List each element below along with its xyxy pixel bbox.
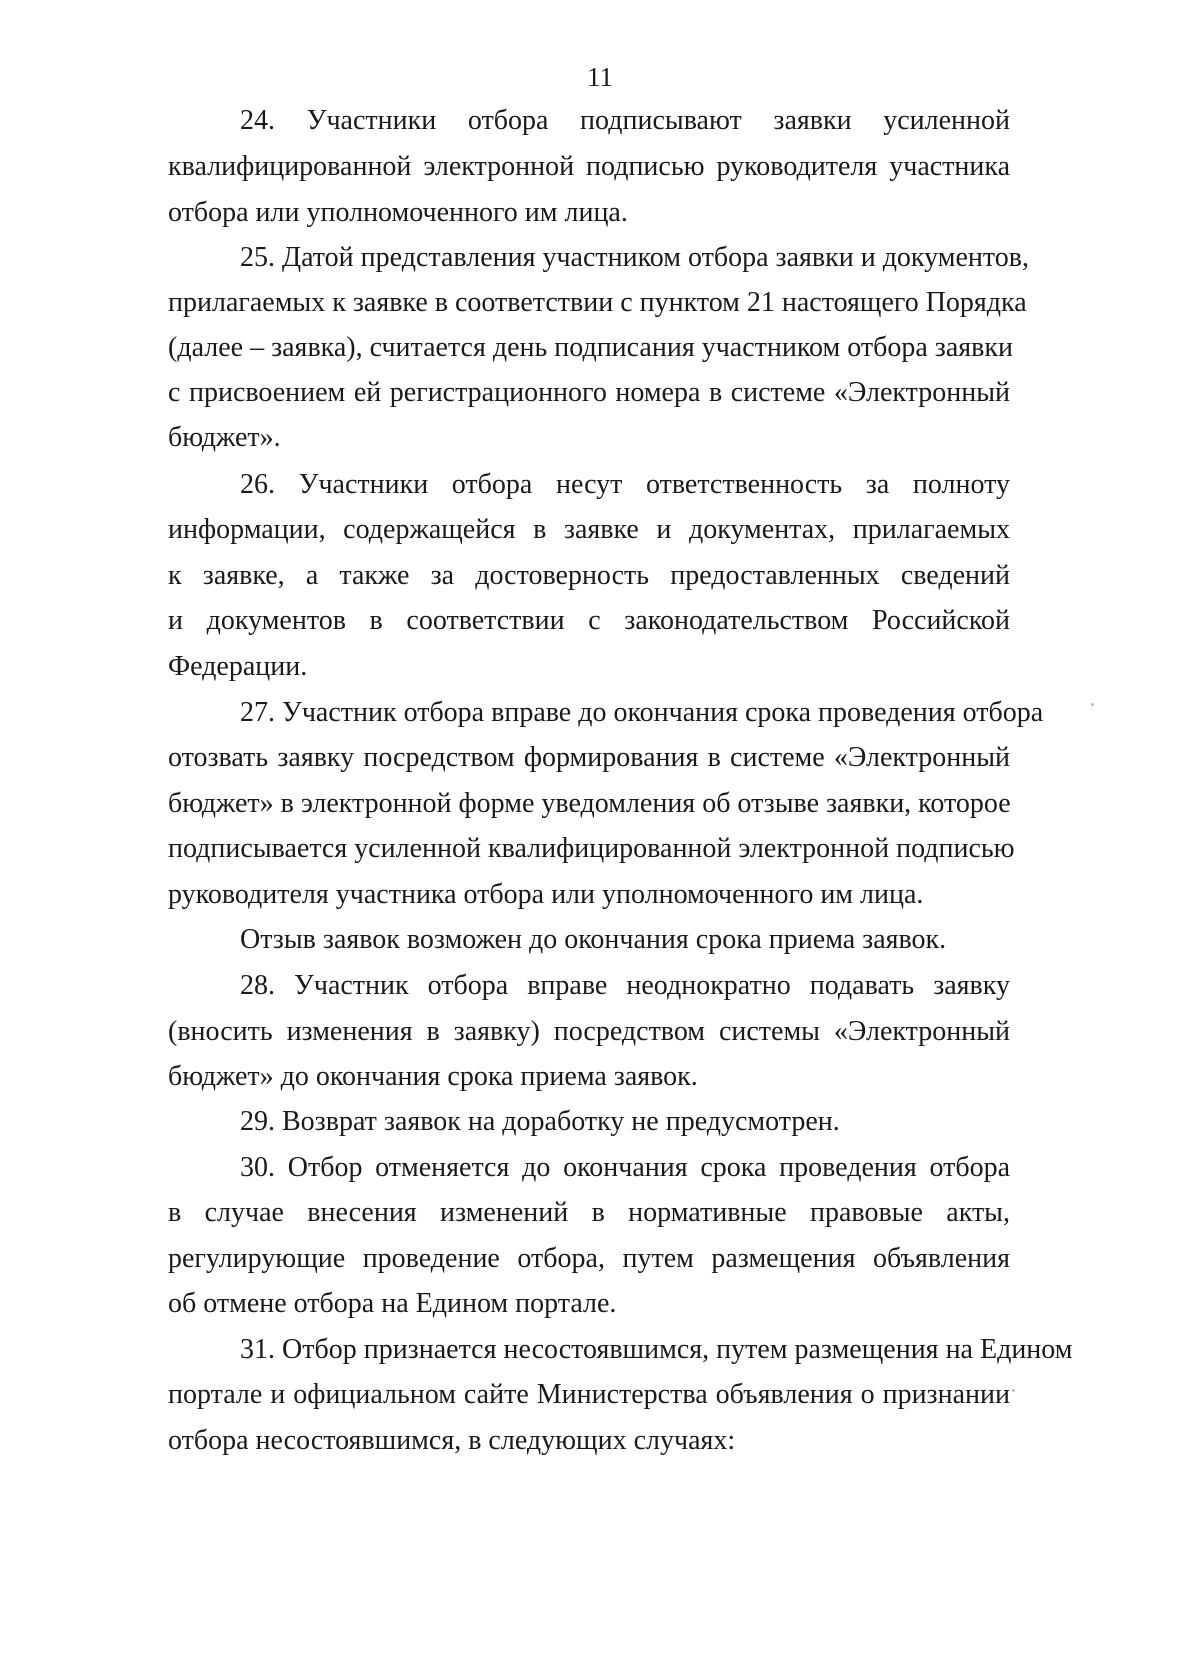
text-line: прилагаемых к заявке в соответствии с пунктом 21 настоящего Порядка (168, 287, 1027, 318)
scan-speck (1012, 1389, 1015, 1392)
text-line: портале и официальном сайте Министерства объявления о признании (168, 1379, 1010, 1410)
text-line: 28. Участник отбора вправе неоднократно подавать заявку (240, 970, 1010, 1001)
text-line: отбора несостоявшимся, в следующих случаях: (168, 1425, 736, 1456)
text-line: квалифицированной электронной подписью руководителя участника (168, 151, 1010, 182)
text-line: бюджет» до окончания срока приема заявок. (168, 1061, 698, 1092)
text-line: отбора или уполномоченного им лица. (168, 197, 628, 228)
text-line: 29. Возврат заявок на доработку не предусмотрен. (240, 1106, 840, 1137)
text-line: 26. Участники отбора несут ответственность за полноту (240, 469, 1010, 500)
text-line: 27. Участник отбора вправе до окончания срока проведения отбора (240, 697, 1044, 728)
text-line: об отмене отбора на Едином портале. (168, 1288, 617, 1319)
text-line: к заявке, а также за достоверность предоставленных сведений (168, 560, 1010, 591)
text-line: в случае внесения изменений в нормативные правовые акты, (168, 1197, 1010, 1228)
text-line: 31. Отбор признается несостоявшимся, путем размещения на Едином (240, 1334, 1073, 1365)
text-line: бюджет». (168, 422, 281, 453)
text-line: 25. Датой представления участником отбора заявки и документов, (240, 242, 1029, 273)
text-line: (вносить изменения в заявку) посредством системы «Электронный (168, 1016, 1010, 1047)
text-line: бюджет» в электронной форме уведомления об отзыве заявки, которое (168, 788, 1011, 819)
text-line: отозвать заявку посредством формирования в системе «Электронный (168, 742, 1010, 773)
text-line: Отзыв заявок возможен до окончания срока приема заявок. (240, 924, 947, 955)
text-line: Федерации. (168, 651, 308, 682)
page-number: 11 (587, 62, 613, 92)
text-line: подписывается усиленной квалифицированной электронной подписью (168, 833, 1015, 864)
text-line: информации, содержащейся в заявке и документах, прилагаемых (168, 514, 1010, 545)
text-line: регулирующие проведение отбора, путем размещения объявления (168, 1243, 1010, 1274)
text-line: и документов в соответствии с законодательством Российской (168, 605, 1010, 636)
text-line: руководителя участника отбора или уполномоченного им лица. (168, 879, 924, 910)
text-line: 24. Участники отбора подписывают заявки усиленной (240, 105, 1010, 136)
text-line: 30. Отбор отменяется до окончания срока проведения отбора (240, 1152, 1010, 1183)
text-line: с присвоением ей регистрационного номера в системе «Электронный (168, 377, 1010, 408)
scan-speck (1091, 703, 1094, 706)
text-line: (далее – заявка), считается день подписания участником отбора заявки (168, 332, 1013, 363)
